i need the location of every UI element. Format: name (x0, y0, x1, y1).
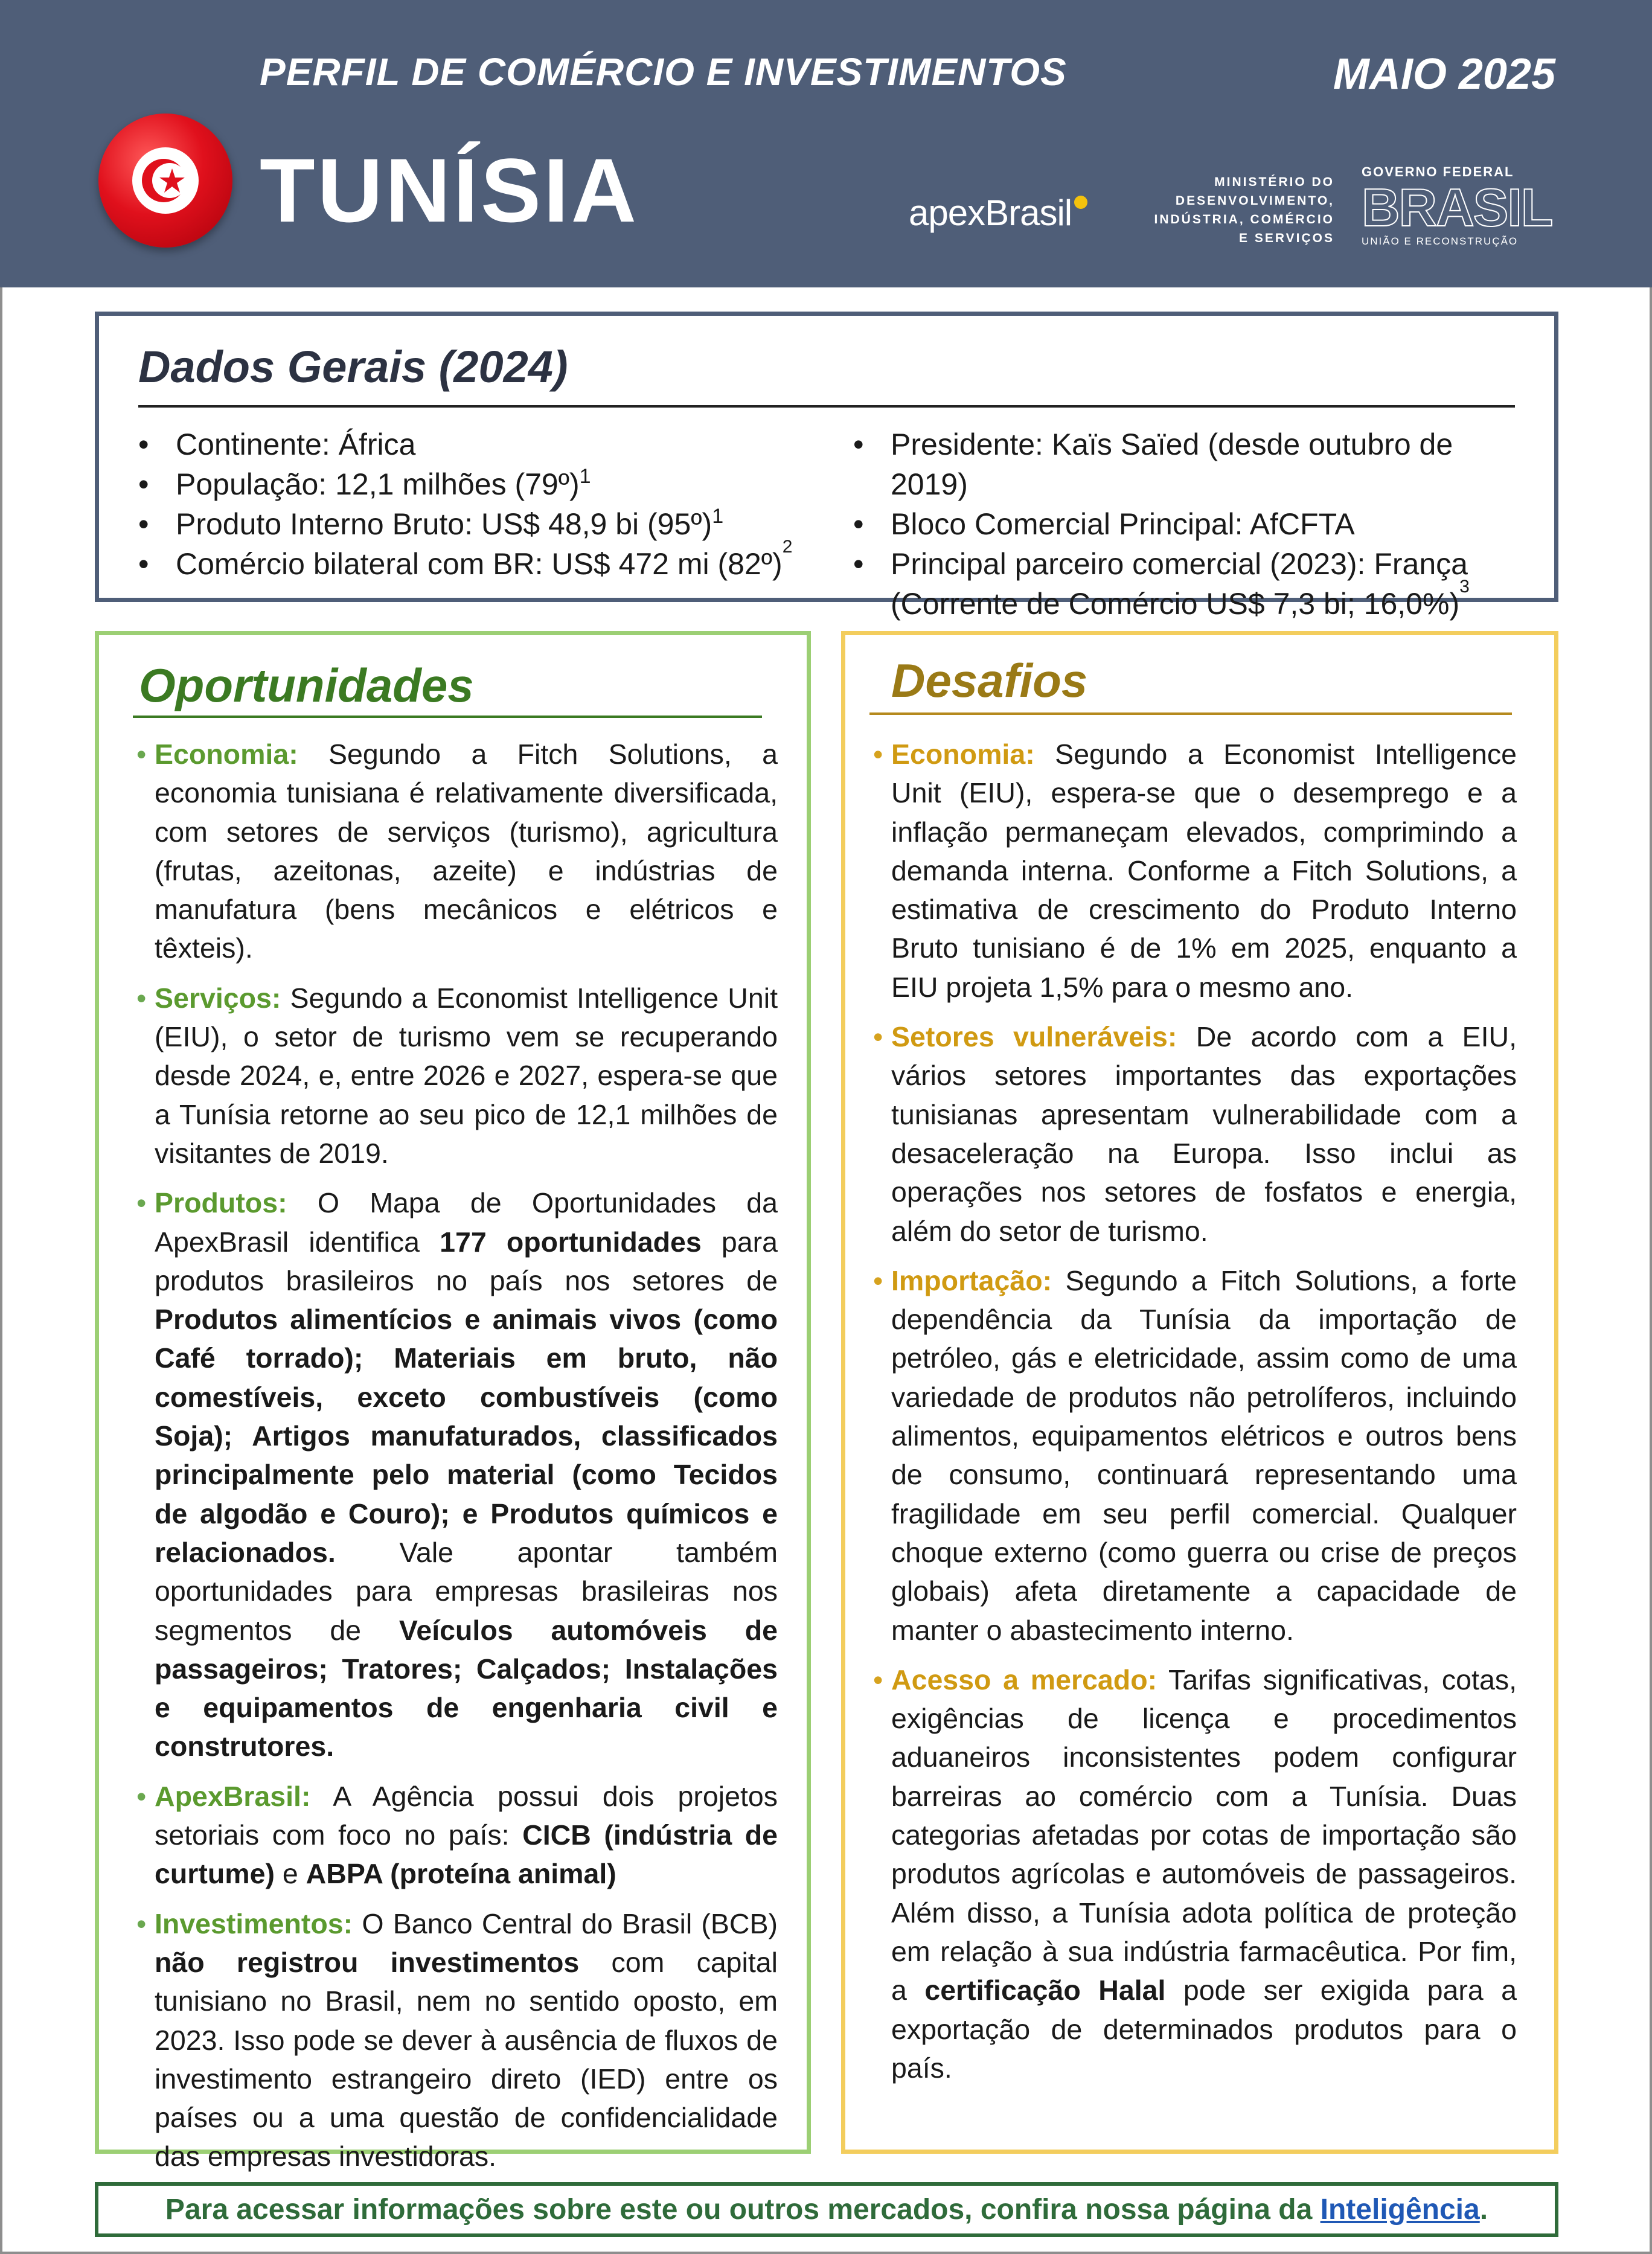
list-item (140, 1904, 778, 2176)
list-item (138, 424, 815, 464)
opportunities-panel (95, 631, 811, 2172)
report-date: MAIO 2025 (1333, 50, 1555, 98)
footnote-ref: 1 (579, 465, 591, 488)
inteligencia-link[interactable]: Inteligência (1320, 2194, 1480, 2226)
item-label: Economia: (891, 738, 1035, 770)
item-highlight: Veículos automóveis de passageiros; Tratores; Calçados; Instalações e equipamentos de engenharia civil e construtores. (155, 1614, 778, 1763)
item-label: Produtos: (155, 1187, 287, 1219)
list-item (140, 1777, 778, 1894)
item-text: Tarifas significativas, cotas, exigências de licença e procedimentos aduaneiros inconsistentes podem configurar barreiras ao comércio com a Tunísia. Duas categorias afetadas por cotas de importação são produtos agrícolas e automóveis de passageiros. Além disso, a Tunísia adota política de proteção em relação à sua indústria farmacêutica. Por fim, a (891, 1663, 1517, 2006)
divider (133, 716, 762, 718)
item-text: Vale apontar também oportunidades para empresas brasileiras nos segmentos de (155, 1536, 778, 1646)
footer-banner (95, 2182, 1558, 2237)
item-highlight: CICB (indústria de curtume) (155, 1819, 778, 1890)
item-text: De acordo com a EIU, vários setores importantes das exportações tunisianas apresentam vulnerabilidade com a desaceleração na Europa. Isso inclui as operações nos setores de fosfatos e energia, além do setor de turismo. (891, 1021, 1517, 1247)
general-data-title: Dados Gerais (2024) (138, 342, 568, 392)
country-name: TUNÍSIA (260, 139, 639, 241)
item-label: Serviços: (155, 982, 281, 1014)
mdic-line: MINISTÉRIO DO (1214, 175, 1334, 189)
general-list-left (138, 424, 815, 584)
item-label: Acesso a mercado: (891, 1663, 1157, 1695)
divider (138, 405, 1515, 408)
item-label: ApexBrasil: (155, 1780, 311, 1812)
divider (869, 712, 1512, 715)
list-item (877, 1261, 1517, 1650)
list-item (140, 979, 778, 1173)
challenges-title: Desafios (891, 654, 1088, 707)
list-item (138, 537, 815, 584)
list-item (140, 1183, 778, 1766)
opportunities-title: Oportunidades (139, 659, 474, 712)
opportunities-list (140, 735, 778, 2187)
gov-main-text: BRASIL (1362, 178, 1552, 237)
continent-text: Continente: África (176, 427, 416, 461)
list-item (877, 1660, 1517, 2087)
list-item (138, 504, 815, 544)
governo-federal-logo (1362, 164, 1555, 248)
item-text: com capital tunisiano no Brasil, nem no sentido oposto, em 2023. Isso pode se dever à ausência de fluxos de investimento estrangeiro direto (IED) entre os países ou a uma questão de confidencialidade das empresas investidoras. (155, 1946, 778, 2172)
list-item (853, 544, 1529, 624)
list-item (877, 1017, 1517, 1250)
item-highlight: certificação Halal (924, 1974, 1166, 2006)
list-item (853, 424, 1529, 504)
footer-text (165, 2193, 1488, 2226)
footnote-ref: 1 (712, 505, 724, 528)
report-title: PERFIL DE COMÉRCIO E INVESTIMENTOS (260, 50, 1067, 94)
item-text: O Mapa de Oportunidades da ApexBrasil identifica (155, 1187, 778, 1258)
mdic-line: DESENVOLVIMENTO, (1175, 194, 1334, 208)
header-banner (0, 0, 1652, 287)
challenges-list (877, 735, 1517, 2098)
item-text: e (274, 1858, 306, 1890)
footer-message: Para acessar informações sobre este ou outros mercados, confira nossa página da (165, 2194, 1321, 2226)
challenges-panel (841, 631, 1558, 2154)
gov-bottom-text: UNIÃO E RECONSTRUÇÃO (1362, 235, 1519, 247)
crescent-star-icon (132, 147, 199, 214)
item-text: A Agência possui dois projetos setoriais com foco no país: (155, 1780, 778, 1851)
list-item (140, 735, 778, 968)
flag-disc (132, 147, 199, 214)
item-label: Setores vulneráveis: (891, 1021, 1177, 1053)
item-label: Importação: (891, 1264, 1052, 1296)
population-text: População: 12,1 milhões (79º) (176, 467, 580, 501)
president-text: Presidente: Kaïs Saïed (desde outubro de 2019) (891, 427, 1453, 501)
gov-top-text: GOVERNO FEDERAL (1362, 164, 1514, 179)
item-highlight: não registrou investimentos (155, 1946, 580, 1978)
mdic-logo (1123, 173, 1334, 248)
item-text: para produtos brasileiros no país nos setores de (155, 1226, 778, 1296)
apex-dot-icon (1074, 196, 1087, 209)
footnote-ref: 3 (1459, 577, 1470, 597)
item-label: Economia: (155, 738, 298, 770)
list-item (877, 735, 1517, 1007)
apexbrasil-logo (909, 192, 1087, 234)
footnote-ref: 2 (782, 537, 793, 557)
tunisia-flag-icon (98, 114, 232, 248)
trade-bloc-text: Bloco Comercial Principal: AfCFTA (891, 507, 1355, 541)
item-text: O Banco Central do Brasil (BCB) (353, 1907, 778, 1939)
mdic-line: E SERVIÇOS (1239, 231, 1334, 245)
item-text: pode ser exigida para a exportação de determinados produtos para o país. (891, 1974, 1517, 2084)
partner-text: Principal parceiro comercial (2023): França (891, 547, 1468, 581)
item-text: Segundo a Economist Intelligence Unit (EIU), espera-se que o desemprego e a inflação permaneçam elevados, comprimindo a demanda interna. Conforme a Fitch Solutions, a estimativa de crescimento do Produto Interno Bruto tunisiano é de 1% em 2025, enquanto a EIU projeta 1,5% para o mesmo ano. (891, 738, 1517, 1003)
footer-period: . (1479, 2194, 1488, 2226)
trade-text: Comércio bilateral com BR: US$ 472 mi (82º) (176, 547, 783, 581)
list-item (853, 504, 1529, 544)
item-highlight: Produtos alimentícios e animais vivos (como Café torrado); Materiais em bruto, não comestíveis, exceto combustíveis (como Soja); Artigos manufaturados, classificados principalmente pelo material (como Tecidos de algodão e Couro); e Produtos químicos e relacionados. (155, 1304, 778, 1568)
item-label: Investimentos: (155, 1907, 353, 1939)
general-data-box (95, 312, 1558, 621)
gdp-text: Produto Interno Bruto: US$ 48,9 bi (95º) (176, 507, 712, 541)
list-item (138, 464, 815, 504)
partner-detail-text: (Corrente de Comércio US$ 7,3 bi; 16,0%) (891, 587, 1460, 621)
general-list-right (853, 424, 1529, 624)
item-highlight: 177 oportunidades (440, 1226, 702, 1258)
item-text: Segundo a Fitch Solutions, a economia tunisiana é relativamente diversificada, com setores de serviços (turismo), agricultura (frutas, azeitonas, azeite) e indústrias de manufatura (bens mecânicos e elétricos e têxteis). (155, 738, 778, 964)
apexbrasil-logo-text: apexBrasil (909, 193, 1072, 233)
item-text: Segundo a Fitch Solutions, a forte dependência da Tunísia da importação de petróleo, gás e eletricidade, assim como de uma variedade de produtos não petrolíferos, incluindo alimentos, equipamentos elétricos e outros bens de consumo, continuará representando uma fragilidade em seu perfil comercial. Qualquer choque externo (como guerra ou crise de preços globais) afeta diretamente a capacidade de manter o abastecimento interno. (891, 1264, 1517, 1646)
item-text: Segundo a Economist Intelligence Unit (EIU), o setor de turismo vem se recuperando desde 2024, e, entre 2026 e 2027, espera-se que a Tunísia retorne ao seu pico de 12,1 milhões de visitantes de 2019. (155, 982, 778, 1169)
item-highlight: ABPA (proteína animal) (306, 1858, 616, 1890)
mdic-line: INDÚSTRIA, COMÉRCIO (1154, 213, 1334, 226)
